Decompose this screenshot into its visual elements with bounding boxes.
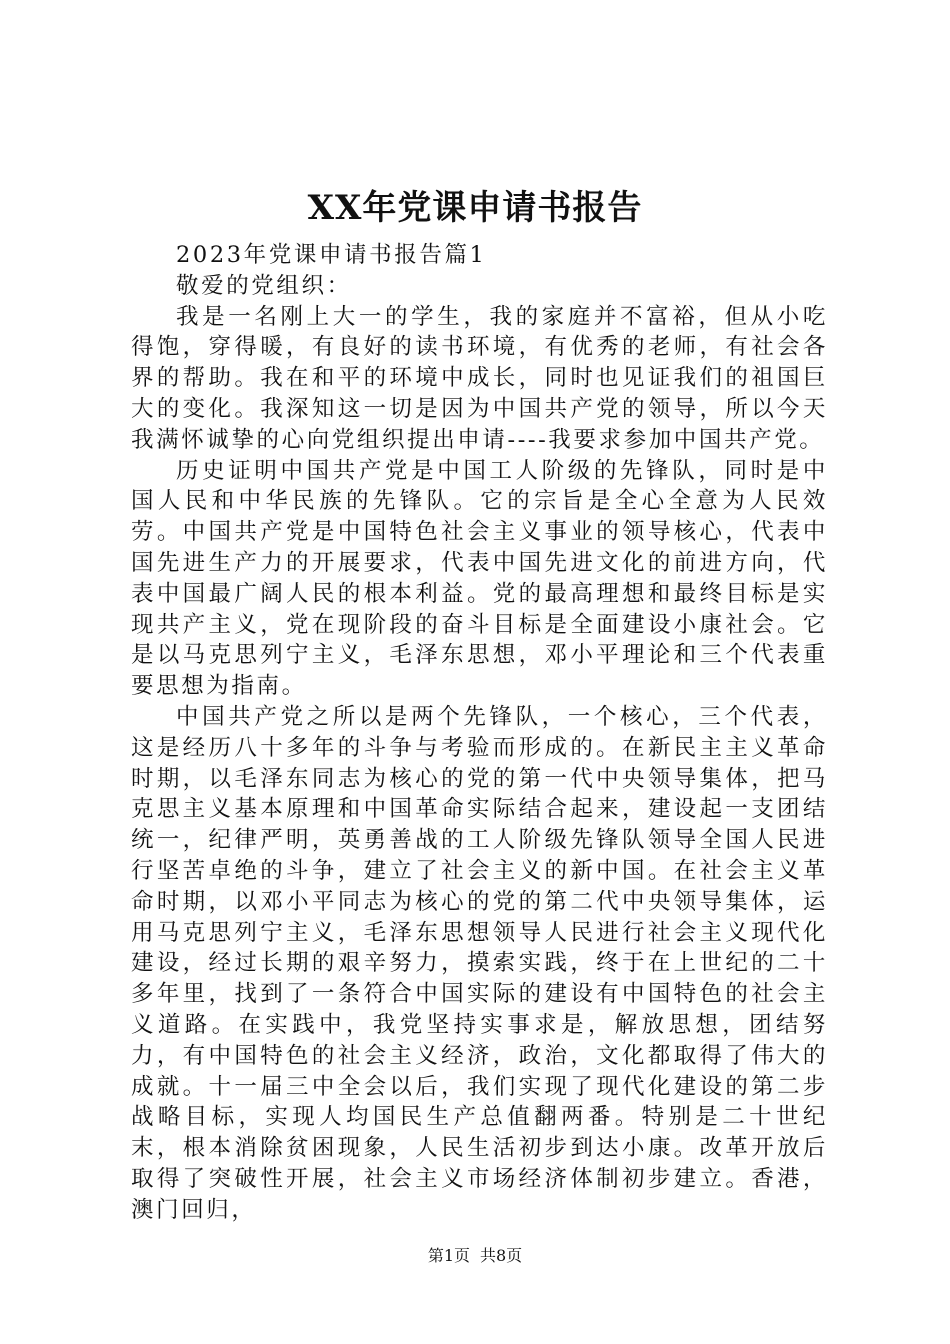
document-body — [131, 240, 828, 1226]
page-number: 第1页 — [427, 1246, 470, 1265]
paragraph: 我是一名刚上大一的学生，我的家庭并不富裕，但从小吃得饱，穿得暖，有良好的读书环境，有优秀的老师，有社会各界的帮助。我在和平的环境中成长，同时也见证我们的祖国巨大的变化。我深知这一切是因为中国共产党的领导，所以今天我满怀诚挚的心向党组织提出申请----我要求参加中国共产党。 — [131, 303, 828, 453]
document-title: XX年党课申请书报告 — [307, 188, 643, 228]
page-footer — [0, 1245, 950, 1267]
document-subtitle: 2023年党课申请书报告篇1 — [176, 242, 487, 268]
paragraph: 历史证明中国共产党是中国工人阶级的先锋队，同时是中国人民和中华民族的先锋队。它的宗旨是全心全意为人民效劳。中国共产党是中国特色社会主义事业的领导核心，代表中国先进生产力的开展要求，代表中国先进文化的前进方向，代表中国最广阔人民的根本利益。党的最高理想和最终目标是实现共产主义，党在现阶段的奋斗目标是全面建设小康社会。它是以马克思列宁主义，毛泽东思想，邓小平理论和三个代表重要思想为指南。 — [131, 457, 828, 700]
paragraph: 中国共产党之所以是两个先锋队，一个核心，三个代表，这是经历八十多年的斗争与考验而形成的。在新民主主义革命时期，以毛泽东同志为核心的党的第一代中央领导集体，把马克思主义基本原理和中国革命实际结合起来，建设起一支团结统一，纪律严明，英勇善战的工人阶级先锋队领导全国人民进行坚苦卓绝的斗争，建立了社会主义的新中国。在社会主义革命时期，以邓小平同志为核心的党的第二代中央领导集体，运用马克思列宁主义，毛泽东思想领导人民进行社会主义现代化建设，经过长期的艰辛努力，摸索实践，终于在上世纪的二十多年里，找到了一条符合中国实际的建设有中国特色的社会主义道路。在实践中，我党坚持实事求是，解放思想，团结努力，有中国特色的社会主义经济，政治，文化都取得了伟大的成就。十一届三中全会以后，我们实现了现代化建设的第二步战略目标，实现人均国民生产总值翻两番。特别是二十世纪末，根本消除贫困现象，人民生活初步到达小康。改革开放后取得了突破性开展，社会主义市场经济体制初步建立。香港，澳门回归， — [131, 703, 828, 1223]
page-count: 共8页 — [480, 1246, 523, 1265]
salutation: 敬爱的党组织： — [176, 272, 352, 299]
